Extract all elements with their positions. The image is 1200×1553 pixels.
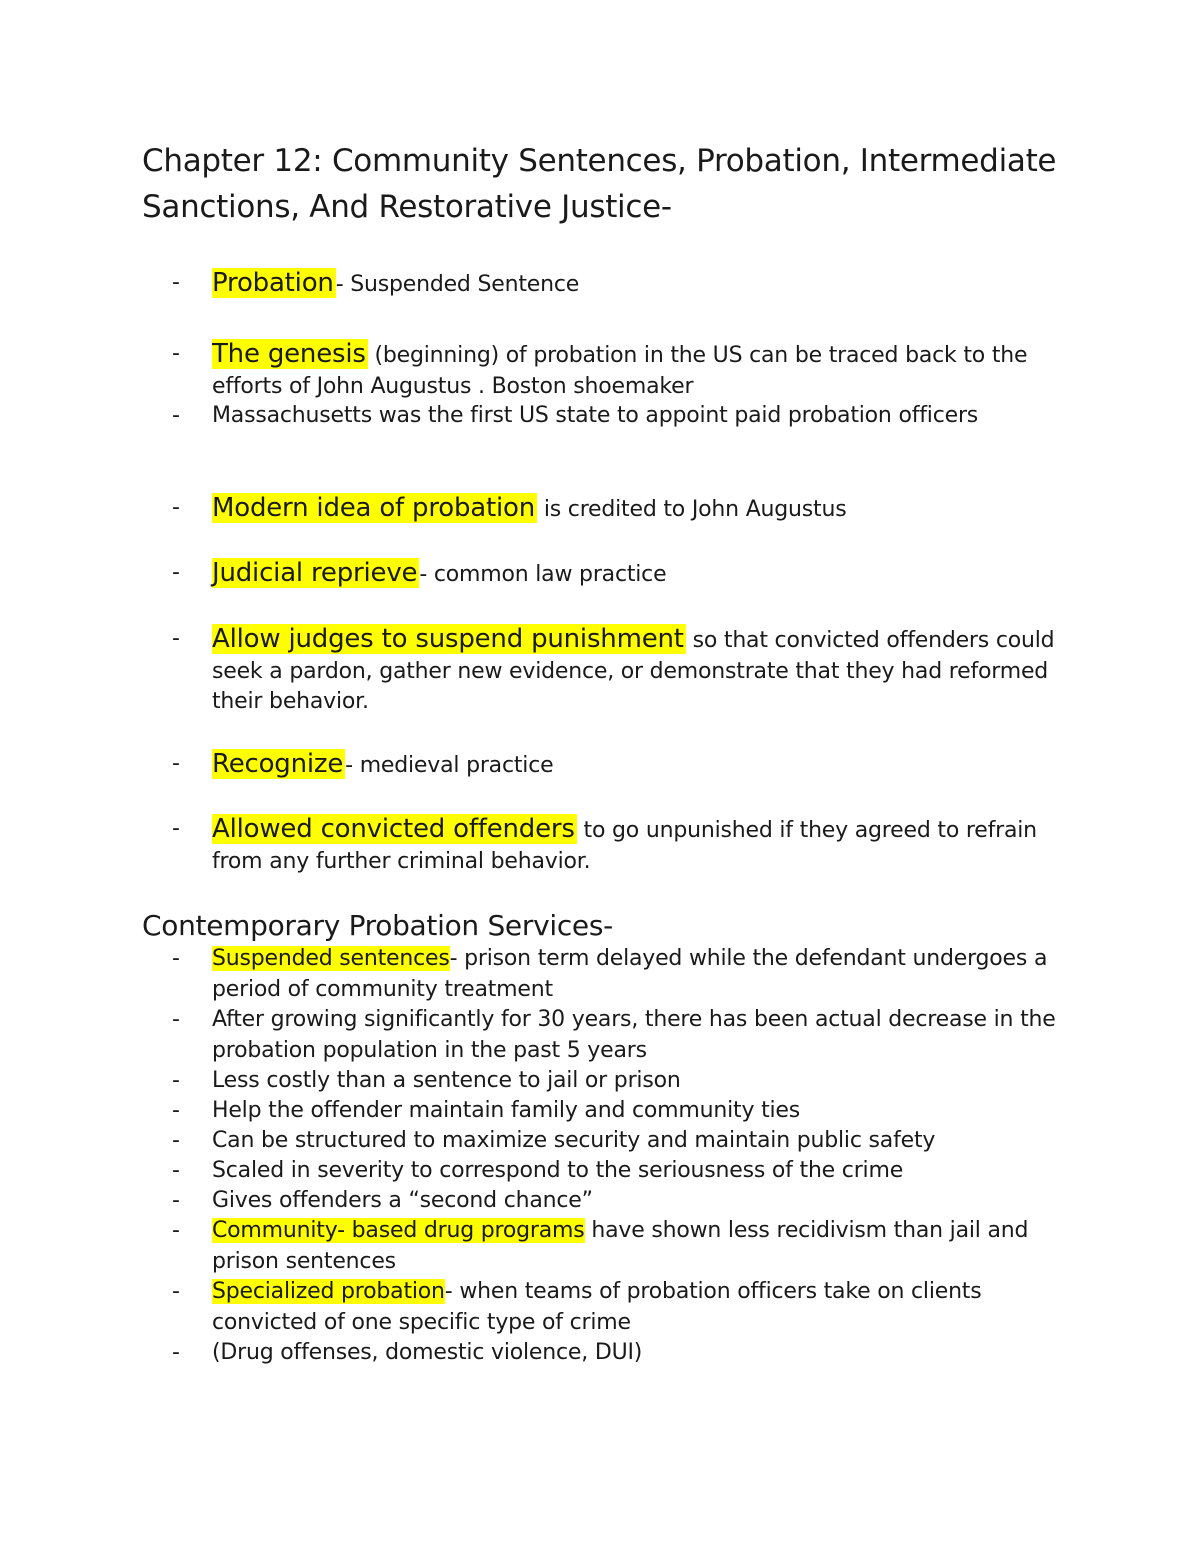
list-item	[172, 1186, 1072, 1217]
bullet-dash: -	[172, 1007, 180, 1032]
bullet-dash: -	[172, 1279, 180, 1304]
item-text: - prison term delayed while the defendant undergoes a period of community treatment	[212, 946, 1048, 1002]
item-text: have shown less recidivism than jail and prison sentences	[212, 1218, 1029, 1274]
section-heading: Contemporary Probation Services-	[142, 909, 613, 942]
item-text: - common law practice	[419, 562, 667, 587]
highlighted-term: Community- based drug programs	[212, 1218, 585, 1243]
bullet-dash: -	[172, 1340, 180, 1365]
list-item	[172, 624, 1072, 718]
bullet-dash: -	[172, 270, 180, 295]
highlighted-term: Allow judges to suspend punishment	[212, 624, 684, 654]
list-item	[172, 749, 1072, 782]
list-item	[172, 558, 1072, 591]
list-item	[172, 1156, 1072, 1187]
list-item	[172, 401, 1072, 432]
list-item	[172, 1216, 1072, 1277]
bullet-dash: -	[172, 751, 180, 776]
item-text: Gives offenders a “second chance”	[212, 1188, 593, 1213]
list-item	[172, 1066, 1072, 1097]
bullet-dash: -	[172, 1098, 180, 1123]
item-text: Less costly than a sentence to jail or prison	[212, 1068, 681, 1093]
item-text: to go unpunished if they agreed to refrain from any further criminal behavior.	[212, 818, 1037, 874]
bullet-dash: -	[172, 1188, 180, 1213]
highlighted-term: Modern idea of probation	[212, 493, 536, 523]
item-text: - when teams of probation officers take on clients convicted of one specific type of crime	[212, 1279, 982, 1335]
list-item	[172, 268, 1072, 301]
bullet-dash: -	[172, 560, 180, 585]
bullet-dash: -	[172, 403, 180, 428]
bullet-dash: -	[172, 341, 180, 366]
bullet-dash: -	[172, 816, 180, 841]
highlighted-term: Recognize	[212, 749, 344, 779]
highlighted-term: Probation	[212, 268, 334, 298]
bullet-dash: -	[172, 495, 180, 520]
item-text: Massachusetts was the first US state to appoint paid probation officers	[212, 403, 979, 428]
item-text: After growing significantly for 30 years, there has been actual decrease in the probation population in the past 5 years	[212, 1007, 1056, 1063]
highlighted-term: The genesis	[212, 339, 366, 369]
list-item	[172, 1126, 1072, 1157]
list-item	[172, 1338, 1072, 1369]
item-text: Can be structured to maximize security and maintain public safety	[212, 1128, 936, 1153]
item-text: Help the offender maintain family and community ties	[212, 1098, 801, 1123]
highlighted-term: Specialized probation	[212, 1279, 445, 1304]
item-text: is credited to John Augustus	[537, 497, 847, 522]
highlighted-term: Allowed convicted offenders	[212, 814, 575, 844]
list-item	[172, 944, 1072, 1005]
bullet-dash: -	[172, 1158, 180, 1183]
highlighted-term: Suspended sentences	[212, 946, 450, 971]
item-text: - medieval practice	[345, 753, 554, 778]
bullet-dash: -	[172, 946, 180, 971]
list-item	[172, 493, 1072, 526]
chapter-title: Chapter 12: Community Sentences, Probation, Intermediate Sanctions, And Restorative Justice-	[142, 143, 1057, 225]
item-text: (Drug offenses, domestic violence, DUI)	[212, 1340, 643, 1365]
item-text: so that convicted offenders could seek a pardon, gather new evidence, or demonstrate that they had reformed their behavior.	[212, 628, 1055, 714]
list-item	[172, 1096, 1072, 1127]
list-item	[172, 1277, 1072, 1338]
highlighted-term: Judicial reprieve	[212, 558, 418, 588]
item-text: Scaled in severity to correspond to the seriousness of the crime	[212, 1158, 904, 1183]
bullet-dash: -	[172, 1218, 180, 1243]
list-item	[172, 339, 1072, 402]
item-text: - Suspended Sentence	[335, 272, 580, 297]
bullet-dash: -	[172, 1068, 180, 1093]
bullet-dash: -	[172, 1128, 180, 1153]
list-item	[172, 1005, 1072, 1066]
list-item	[172, 814, 1072, 877]
bullet-dash: -	[172, 626, 180, 651]
item-text: (beginning) of probation in the US can be traced back to the efforts of John Augustus . Boston shoemaker	[212, 343, 1028, 399]
